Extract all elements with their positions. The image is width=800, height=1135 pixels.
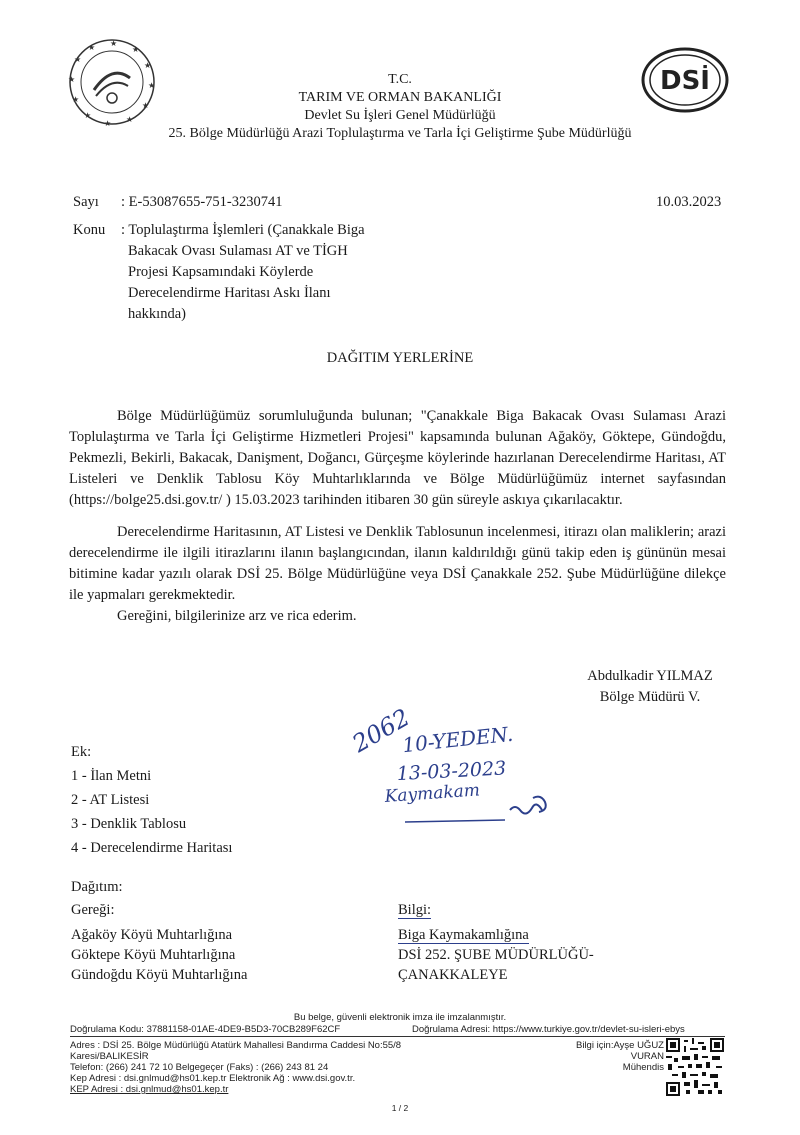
svg-text:13-03-2023: 13-03-2023 [396, 757, 507, 786]
svg-text:★: ★ [72, 95, 80, 104]
body-paragraph-3: Gereğini, bilgilerinize arz ve rica ederim. [117, 608, 357, 624]
attachment-item: 3 - Denklik Tablosu [71, 816, 187, 832]
header-ministry: TARIM VE ORMAN BAKANLIĞI [298, 90, 502, 105]
signer-title: Bölge Müdürü V. [599, 689, 701, 705]
svg-text:★: ★ [144, 61, 152, 70]
konu-line: : Toplulaştırma İşlemleri (Çanakkale Biga [121, 222, 365, 238]
svg-text:★: ★ [88, 43, 96, 52]
page-number: 1 / 2 [391, 1103, 409, 1113]
verify-code: Doğrulama Kodu: 37881158-01AE-4DE9-B5D3-70CB289F62CF [70, 1024, 341, 1035]
footer-phone: Telefon: (266) 241 72 10 Belgegeçer (Faks) : (266) 243 81 24 [70, 1062, 329, 1073]
esign-note: Bu belge, güvenli elektronik imza ile imzalanmıştır. [293, 1012, 507, 1023]
gereg-item: Göktepe Köyü Muhtarlığına [71, 947, 236, 963]
bilgi-label [398, 900, 431, 921]
konu-label: Konu [73, 222, 106, 238]
attachment-item: 1 - İlan Metni [71, 768, 152, 784]
svg-text:★: ★ [104, 119, 112, 126]
svg-text:10-YEDEN.: 10-YEDEN. [401, 721, 515, 758]
gereg-label: Gereği: [71, 902, 115, 918]
handwritten-registry-note [345, 700, 575, 830]
svg-text:2062: 2062 [347, 703, 415, 759]
bilgi-item [398, 925, 529, 946]
svg-text:★: ★ [84, 111, 92, 120]
bilgi-item: DSİ 252. ŞUBE MÜDÜRLÜĞÜ- [398, 947, 594, 963]
gereg-item: Gündoğdu Köyü Muhtarlığına [71, 967, 248, 983]
konu-line: Bakacak Ovası Sulaması AT ve TİGH [128, 243, 348, 259]
svg-text:★: ★ [110, 39, 118, 48]
svg-text:★: ★ [68, 75, 76, 84]
addressee: DAĞITIM YERLERİNE [326, 350, 474, 366]
body-paragraph-2: Derecelendirme Haritasının, AT Listesi ve Denklik Tablosunun incelenmesi, itirazı olan maliklerin; arazi derecelendirme ile ilgili itirazlarını ilanın başlangıcından, ilanın kaldırıldığı günü takip eden iş gününün mesai bitimine kadar yazılı olarak DSİ 25. Bölge Müdürlüğüne veya DSİ Çanakkale 252. Şube Müdürlüğüne dilekçe ile yapmaları gerekmektedir. [69, 524, 726, 603]
konu-line: Projesi Kapsamındaki Köylerde [128, 264, 314, 280]
contact-surname: VURAN [630, 1051, 664, 1062]
footer-kep-address: KEP Adresi : dsi.gnlmud@hs01.kep.tr [70, 1084, 229, 1095]
header-tc: T.C. [388, 72, 412, 87]
qr-code-icon [666, 1038, 724, 1096]
svg-text:Kaymakam: Kaymakam [384, 780, 481, 807]
konu-line: Derecelendirme Haritası Askı İlanı [128, 285, 331, 301]
konu-line: hakkında) [128, 306, 186, 322]
body-paragraph-1: Bölge Müdürlüğümüz sorumluluğunda bulunan; "Çanakkale Biga Bakacak Ovası Sulaması Arazi Toplulaştırma ve Tarla İçi Geliştirme Hizmetleri Projesi" kapsamında bulunan Ağaköy, Göktepe, Gündoğdu, Pekmezli, Bekirli, Bakacak, Danişment, Doğancı, Gürçeşme köylerinde hazırlanan Derecelendirme Haritası, AT Listeleri ve Denklik Tablosu Köy Muhtarlıklarında ve Bölge Müdürlüğümüz internet sayfasından (https://bolge25.dsi.gov.tr/ ) 15.03.2023 tarihinden itibaren 30 gün süreyle askıya çıkarılacaktır. [69, 408, 726, 508]
svg-text:★: ★ [74, 55, 82, 64]
attachments-label: Ek: [71, 744, 92, 760]
attachment-item: 2 - AT Listesi [71, 792, 150, 808]
contact-title: Mühendis [622, 1062, 664, 1073]
svg-text:★: ★ [132, 45, 140, 54]
footer-address-city: Karesi/BALIKESİR [70, 1051, 149, 1062]
footer-divider [70, 1036, 725, 1037]
distribution-label: Dağıtım: [71, 879, 123, 895]
sayi-value: : E-53087655-751-3230741 [121, 194, 283, 210]
footer-kep: Kep Adresi : dsi.gnlmud@hs01.kep.tr Elektronik Ağ : www.dsi.gov.tr. [70, 1073, 356, 1084]
signer-name: Abdulkadir YILMAZ [587, 668, 713, 684]
bilgi-item: ÇANAKKALEYE [398, 967, 508, 983]
svg-text:★: ★ [142, 101, 150, 110]
footer-address: Adres : DSİ 25. Bölge Müdürlüğü Atatürk Mahallesi Bandırma Caddesi No:55/8 [70, 1040, 402, 1051]
document-date: 10.03.2023 [656, 194, 722, 210]
attachment-item: 4 - Derecelendirme Haritası [71, 840, 233, 856]
contact-person: Bilgi için:Ayşe UĞUZ [576, 1040, 664, 1051]
verify-address[interactable]: Doğrulama Adresi: https://www.turkiye.gov.tr/devlet-su-isleri-ebys [412, 1024, 685, 1035]
gereg-item: Ağaköy Köyü Muhtarlığına [71, 927, 233, 943]
header-directorate: Devlet Su İşleri Genel Müdürlüğü [304, 108, 496, 123]
svg-text:★: ★ [148, 81, 156, 90]
bilgi-label-text: Bilgi: [398, 902, 432, 918]
bilgi-item-text: Biga Kaymakamlığına [398, 927, 529, 943]
sayi-label: Sayı [73, 194, 99, 210]
header-branch: 25. Bölge Müdürlüğü Arazi Toplulaştırma ve Tarla İçi Geliştirme Şube Müdürlüğü [168, 126, 632, 141]
dsi-logo-text: DSİ [660, 66, 710, 96]
svg-text:★: ★ [126, 115, 134, 124]
